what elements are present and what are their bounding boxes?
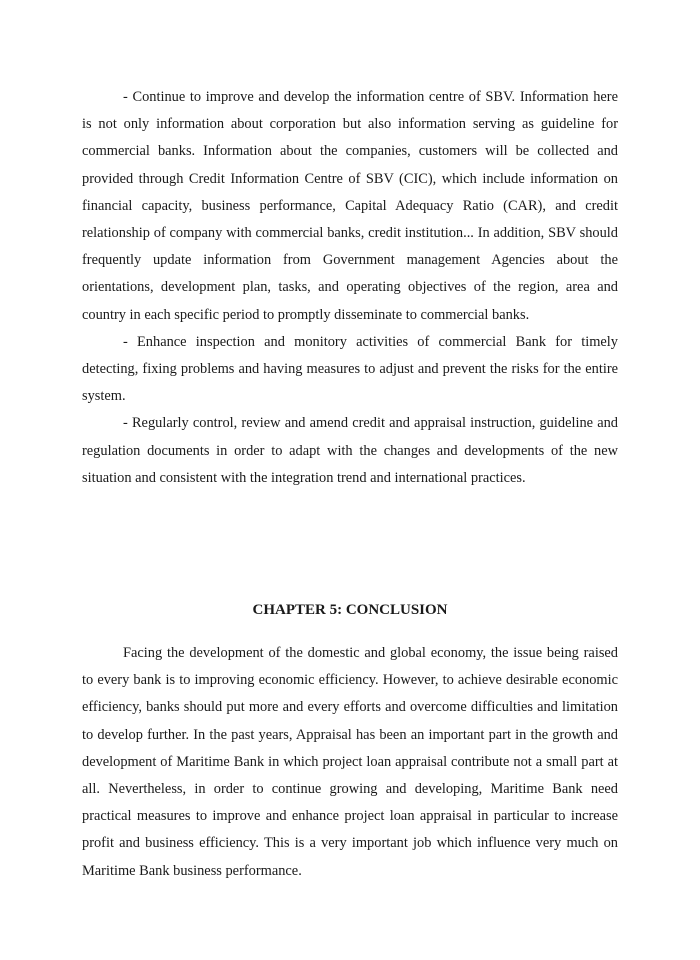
recommendation-paragraph: - Enhance inspection and monitory activities of commercial Bank for timely detecting, fixing problems and having measures to adjust and prevent the risks for the entire system. <box>82 333 618 405</box>
recommendations-section <box>82 84 618 492</box>
recommendation-paragraph: - Regularly control, review and amend credit and appraisal instruction, guideline and regulation documents in order to adapt with the changes and developments of the new situation and consistent with the integration trend and international practices. <box>82 415 618 486</box>
conclusion-section <box>82 640 618 885</box>
recommendation-paragraph: - Continue to improve and develop the information centre of SBV. Information here is not only information about corporation but also information serving as guideline for commercial banks. Information about the companies, customers will be collected and provided through Credit Information Centre of SBV (CIC), which include information on financial capacity, business performance, Capital Adequacy Ratio (CAR), and credit relationship of company with commercial banks, credit institution... In addition, SBV should frequently update information from Government management Agencies about the orientations, development plan, tasks, and operating objectives of the region, area and country in each specific period to promptly disseminate to commercial banks. <box>82 89 618 323</box>
conclusion-paragraph: Facing the development of the domestic and global economy, the issue being raised to every bank is to improving economic efficiency. However, to achieve desirable economic efficiency, banks should put more and every efforts and overcome difficulties and limitation to develop further. In the past years, Appraisal has been an important part in the growth and development of Maritime Bank in which project loan appraisal contribute not a small part at all. Nevertheless, in order to continue growing and developing, Maritime Bank need practical measures to improve and enhance project loan appraisal in particular to increase profit and business efficiency. This is a very important job which influence very much on Maritime Bank business performance. <box>82 645 618 879</box>
chapter-title: CHAPTER 5: CONCLUSION <box>252 602 448 618</box>
